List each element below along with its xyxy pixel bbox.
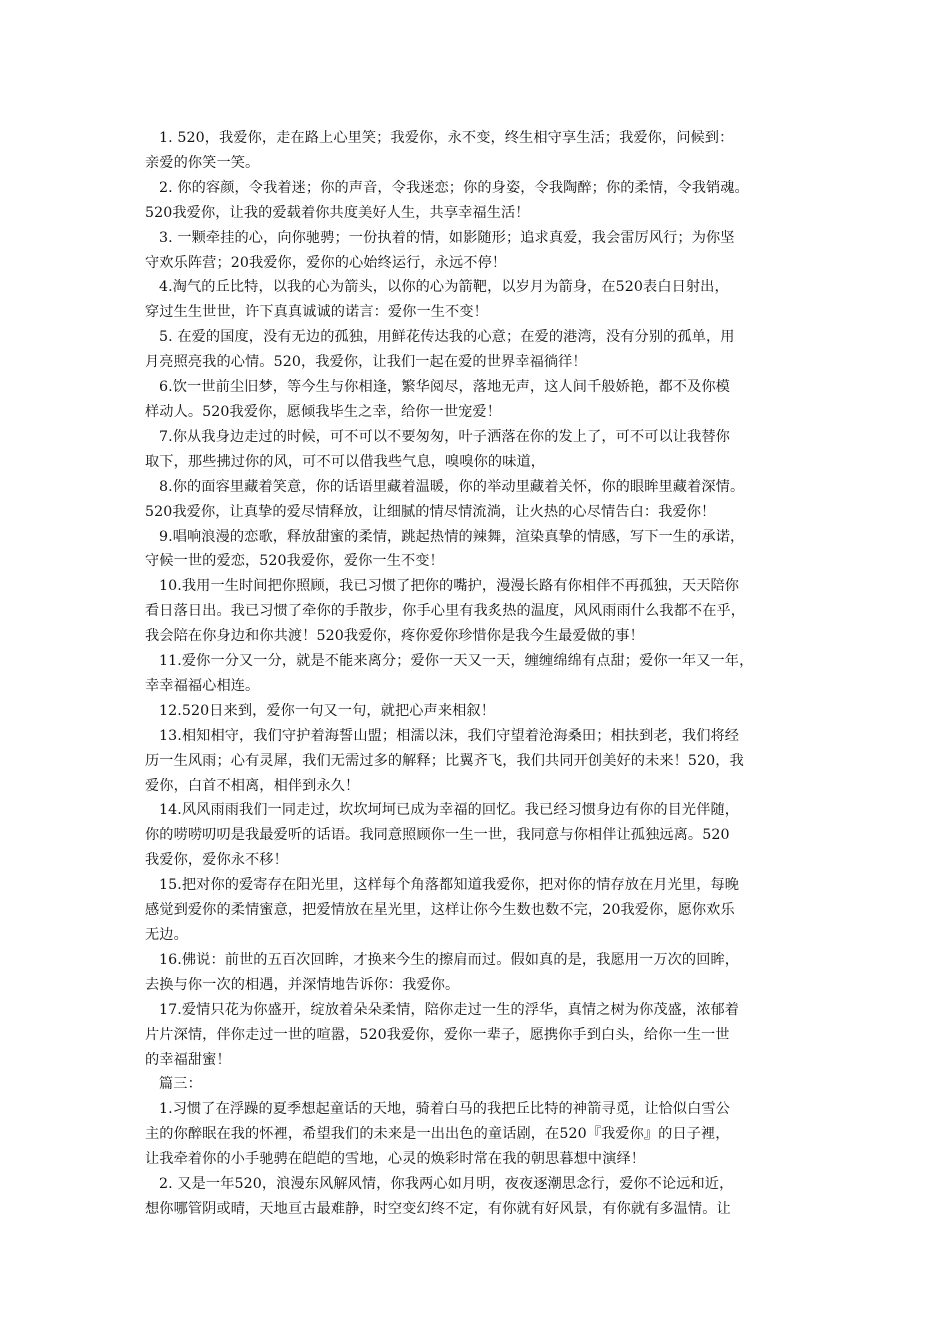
paragraph-5: 5. 在爱的国度，没有无边的孤独，用鲜花传达我的心意；在爱的港湾，没有分别的孤单，用 月亮照亮我的心情。520，我爱你，让我们一起在爱的世界幸福徜徉！: [145, 329, 735, 371]
paragraph-13: 13.相知相守，我们守护着海誓山盟；相濡以沫，我们守望着沧海桑田；相扶到老，我们将经 历一生风雨；心有灵犀，我们无需过多的解释；比翼齐飞，我们共同开创美好的未来！520，我 爱你，白首不相离，相伴到永久！: [145, 727, 744, 794]
paragraph-7: 7.你从我身边走过的时候，可不可以不要匆匆，叶子洒落在你的发上了，可不可以让我替你 取下，那些拂过你的风，可不可以借我些气息，嗅嗅你的味道，: [145, 428, 730, 470]
paragraph-1: 1. 520，我爱你，走在路上心里笑；我爱你，永不变，终生相守享生活；我爱你，问候到： 亲爱的你笑一笑。: [145, 130, 734, 171]
paragraph-6: 6.饮一世前尘旧梦，等今生与你相逢，繁华阅尽，落地无声，这人间千般娇艳，都不及你模 样动人。520我爱你，愿倾我毕生之幸，给你一世宠爱！: [145, 379, 730, 420]
paragraph-14: 14.风风雨雨我们一同走过，坎坎坷坷已成为幸福的回忆。我已经习惯身边有你的目光伴随， 你的唠唠叨叨是我最爱听的话语。我同意照顾你一生一世，我同意与你相伴让孤独远离。520 我爱你，爱你永不移！: [145, 802, 740, 869]
paragraph-8: 8.你的面容里藏着笑意，你的话语里藏着温暖，你的举动里藏着关怀，你的眼眸里藏着深情。 520我爱你，让真挚的爱尽情释放，让细腻的情尽情流淌，让火热的心尽情告白：我爱你！: [145, 478, 745, 520]
paragraph-11: 11.爱你一分又一分，就是不能来离分；爱你一天又一天，缠缠绵绵有点甜；爱你一年又一年， 幸幸福福心相连。: [145, 653, 754, 694]
paragraph-16: 16.佛说：前世的五百次回眸，才换来今生的擦肩而过。假如真的是，我愿用一万次的回眸， 去换与你一次的相遇，并深情地告诉你：我爱你。: [145, 951, 740, 993]
paragraph-3: 3. 一颗牵挂的心，向你驰骋；一份执着的情，如影随形；追求真爱，我会雷厉风行；为你坚 守欢乐阵营；20我爱你，爱你的心始终运行，永远不停！: [145, 229, 735, 271]
paragraph-4: 4.淘气的丘比特，以我的心为箭头，以你的心为箭靶，以岁月为箭身，在520表白日射出， 穿过生生世世，许下真真诚诚的诺言：爱你一生不变！: [145, 279, 729, 321]
paragraph-section3-2: 2. 又是一年520，浪漫东风解风情，你我两心如月明，夜夜逐潮思念行，爱你不论远和近， 想你哪管阴或晴，天地亘古最难静，时空变幻终不定，有你就有好风景，有你就有多温情。让: [145, 1176, 734, 1217]
paragraph-section3-1: 1.习惯了在浮躁的夏季想起童话的天地，骑着白马的我把丘比特的神箭寻觅，让恰似白雪公 主的你醉眠在我的怀裡，希望我们的未来是一出出色的童话剧，在520『我爱你』的日子裡， 让我牵着你的小手驰骋在皑皑的雪地，心灵的焕彩时常在我的朝思暮想中演绎！: [145, 1101, 730, 1168]
paragraph-12: 12.520日来到，爱你一句又一句，就把心声来相叙！: [159, 702, 495, 719]
paragraph-9: 9.唱响浪漫的恋歌，释放甜蜜的柔情，跳起热情的辣舞，渲染真挚的情感，写下一生的承诺， 守候一世的爱恋，520我爱你，爱你一生不变！: [145, 528, 745, 570]
document-body: [145, 126, 820, 1222]
paragraph-17: 17.爱情只花为你盛开，绽放着朵朵柔情，陪你走过一生的浮华，真情之树为你茂盛，浓郁着 片片深情，伴你走过一世的喧嚣，520我爱你，爱你一辈子，愿携你手到白头，给你一生一世 的幸福甜蜜！: [145, 1001, 740, 1068]
paragraph-10: 10.我用一生时间把你照顾，我已习惯了把你的嘴护，漫漫长路有你相伴不再孤独，天天陪你 看日落日出。我已习惯了牵你的手散步，你手心里有我炙热的温度，风风雨雨什么我都不在乎， 我会陪在你身边和你共渡！520我爱你，疼你爱你珍惜你是我今生最爱做的事！: [145, 578, 746, 645]
section-heading: 篇三：: [159, 1076, 202, 1093]
paragraph-15: 15.把对你的爱寄存在阳光里，这样每个角落都知道我爱你，把对你的情存放在月光里，每晚 感觉到爱你的柔情蜜意，把爱情放在星光里，这样让你今生数也数不完，20我爱你，愿你欢乐 无边。: [145, 877, 740, 943]
paragraph-2: 2. 你的容颜，令我着迷；你的声音，令我迷恋；你的身姿，令我陶醉；你的柔情，令我销魂。 520我爱你，让我的爱载着你共度美好人生，共享幸福生活！: [145, 179, 749, 221]
